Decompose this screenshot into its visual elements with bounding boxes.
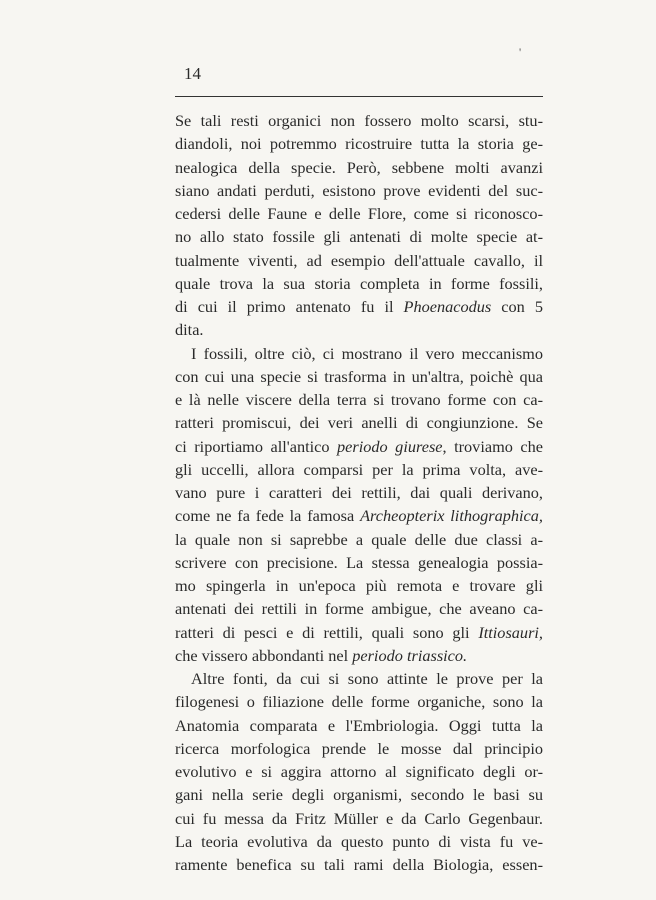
text-line: la quale non si saprebbe a quale delle due classi a- [175, 529, 543, 549]
text-line: ratteri promiscui, dei veri anelli di congiunzione. Se [175, 413, 543, 433]
text-span: che vissero abbondanti nel [175, 645, 353, 665]
italic-term: periodo giurese [337, 436, 443, 456]
text-line: Altre fonti, da cui si sono attinte le prove per la [191, 669, 543, 688]
text-line: mo spingerla in un'epoca più remota e trovare gli [175, 576, 543, 595]
text-line: e là nelle viscere della terra si trovano forme con ca- [175, 390, 543, 409]
text-span: con 5 [491, 297, 543, 316]
text-line: Anatomia comparata e l'Embriologia. Oggi tutta la [175, 715, 543, 735]
text-line: nealogica della specie. Però, sebbene molti avanzi [175, 157, 543, 177]
italic-term: Ittiosauri, [478, 622, 543, 642]
text-span: , troviamo che [442, 436, 543, 456]
text-line [175, 644, 543, 667]
text-line [175, 295, 543, 318]
text-line: scrivere con precisione. La stessa genealogia possia- [175, 552, 543, 572]
text-line: gani nella serie degli organismi, secondo le basi su [175, 785, 543, 805]
text-line: siano andati perduti, esistono prove evidenti del suc- [175, 180, 543, 200]
text-line [175, 435, 543, 458]
corner-mark: ' [519, 45, 522, 59]
page-number: 14 [184, 64, 201, 83]
text-span: come ne fa fede la famosa [175, 506, 361, 526]
italic-term: periodo triassico. [352, 645, 468, 665]
text-line: ramente benefica su tali rami della Biologia, essen- [175, 855, 543, 874]
text-line: I fossili, oltre ciò, ci mostrano il vero meccanismo [191, 343, 543, 363]
text-line: cedersi delle Faune e delle Flore, come si riconosco- [175, 204, 543, 223]
italic-term: Archeopterix lithographica, [360, 506, 543, 526]
text-line: Se tali resti organici non fossero molto scarsi, stu- [175, 111, 543, 130]
text-span: ci riportiamo all'antico [175, 436, 338, 456]
italic-term: Phoenacodus [403, 297, 492, 316]
header-rule [175, 96, 543, 97]
text-line: filogenesi o filiazione delle forme organiche, sono la [175, 692, 543, 712]
text-line: no allo stato fossile gli antenati di molte specie at- [175, 227, 543, 247]
text-line: cui fu messa da Fritz Müller e da Carlo Gegenbaur. [175, 808, 543, 828]
text-line: dita. [175, 320, 204, 340]
text-line: ricerca morfologica prende le mosse dal principio [175, 738, 543, 758]
text-line: diandoli, noi potremmo ricostruire tutta la storia ge- [175, 134, 543, 154]
text-line [175, 621, 543, 644]
text-line [175, 504, 543, 527]
text-span: ratteri di pesci e di rettili, quali sono gli [175, 622, 479, 642]
text-line: La teoria evolutiva da questo punto di vista fu ve- [175, 831, 543, 851]
text-line: antenati dei rettili in forme ambigue, che aveano ca- [175, 599, 543, 619]
body-text [175, 109, 543, 876]
text-line: vano pure i caratteri dei rettili, dai quali derivano, [175, 483, 543, 502]
text-line: con cui una specie si trasforma in un'altra, poichè qua [175, 366, 543, 386]
text-line: quale trova la sua storia completa in forme fossili, [175, 273, 543, 293]
text-line: tualmente viventi, ad esempio dell'attuale cavallo, il [175, 250, 543, 270]
text-line: evolutivo e si aggira attorno al significato degli or- [175, 762, 543, 781]
text-line: gli uccelli, allora comparsi per la prima volta, ave- [175, 459, 543, 479]
text-span: di cui il primo antenato fu il [175, 297, 404, 316]
